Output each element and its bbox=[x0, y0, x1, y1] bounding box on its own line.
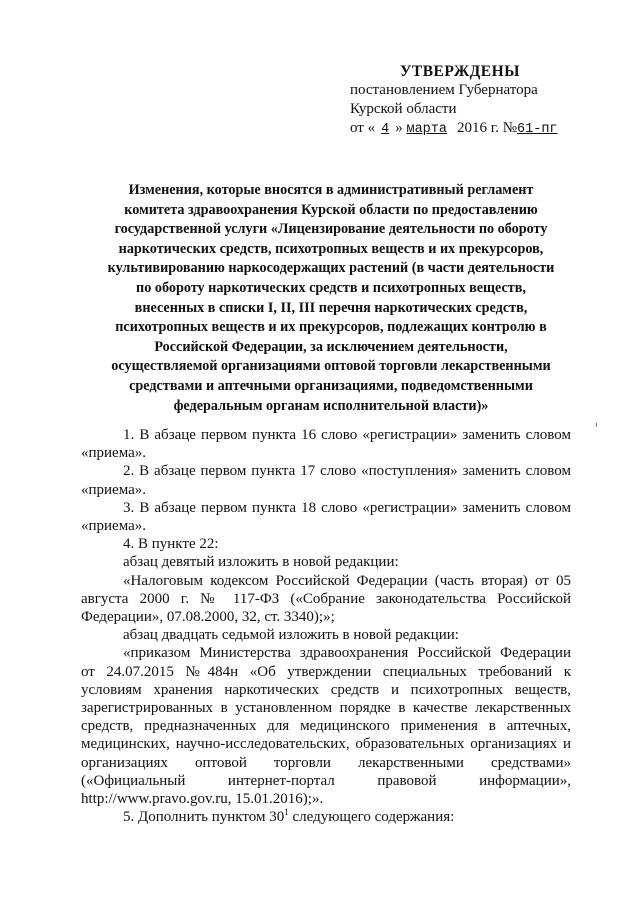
paragraph-item-1: 1. В абзаце первом пункта 16 слово «регистрации» заменить словом «приема». bbox=[81, 427, 571, 462]
title-line: Российской Федерации, за исключением деятельности, bbox=[154, 338, 508, 355]
paragraph-item-2: 2. В абзаце первом пункта 17 слово «поступления» заменить словом «приема». bbox=[81, 463, 571, 498]
title-line: осуществляемой организациями оптовой торговли лекарственными bbox=[111, 358, 551, 375]
approval-line-governor: постановлением Губернатора bbox=[350, 82, 538, 98]
title-line: психотропных веществ и их прекурсоров, подлежащих контролю в bbox=[115, 319, 547, 336]
approval-line-region: Курской области bbox=[350, 101, 457, 117]
quote-line: («Официальный интернет-портал правовой информации», bbox=[81, 772, 571, 789]
title-line: внесенных в списки I, II, III перечня наркотических средств, bbox=[134, 299, 528, 316]
quote-line-last: http://www.pravo.gov.ru, 15.01.2016);». bbox=[81, 791, 324, 808]
approval-heading: УТВЕРЖДЕНЫ bbox=[400, 63, 520, 80]
paragraph-amendment-27: абзац двадцать седьмой изложить в новой редакции: bbox=[123, 627, 459, 644]
date-day: 4 bbox=[381, 122, 390, 137]
quote-line: от 24.07.2015 №484н «Об утверждении специальных требований к bbox=[81, 663, 571, 680]
document-title bbox=[96, 181, 566, 416]
paragraph-order-quote bbox=[81, 644, 571, 808]
title-line: средствами и аптечными организациями, подведомственными bbox=[129, 377, 533, 394]
quote-line: медицинских, научно-исследовательских, образовательных организациях и bbox=[81, 736, 571, 753]
paragraph-amendment-9: абзац девятый изложить в новой редакции: bbox=[123, 554, 399, 571]
approval-date-line bbox=[350, 120, 558, 137]
date-month: марта bbox=[406, 122, 447, 137]
title-line: федеральным органам исполнительной власти)» bbox=[173, 397, 489, 414]
title-line: комитета здравоохранения Курской области по предоставлению bbox=[124, 201, 538, 218]
paragraph-item-4: 4. В пункте 22: bbox=[123, 536, 219, 553]
quote-line: условиям хранения наркотических средств и психотропных веществ, bbox=[81, 681, 571, 698]
date-mid: » bbox=[395, 120, 407, 136]
paragraph-item-5 bbox=[81, 808, 571, 826]
scan-speck bbox=[596, 423, 597, 427]
approval-stamp bbox=[0, 0, 640, 150]
quote-line: «приказом Министерства здравоохранения Российской Федерации bbox=[123, 645, 571, 662]
item-5-superscript: 1 bbox=[284, 807, 289, 818]
title-line: культивированию наркосодержащих растений (в части деятельности bbox=[107, 260, 555, 277]
title-line: по обороту наркотических средств и психотропных веществ, bbox=[136, 279, 526, 296]
title-line: государственной услуги «Лицензирование деятельности по обороту bbox=[114, 221, 548, 238]
document-body bbox=[81, 426, 571, 826]
quote-line: зарегистрированных в установленном порядке в качестве лекарственных bbox=[81, 700, 571, 717]
item-5-text: 5. Дополнить пунктом 30 bbox=[123, 809, 285, 826]
title-line: Изменения, которые вносятся в административный регламент bbox=[128, 182, 534, 198]
decree-number: 61-пг bbox=[517, 122, 558, 137]
date-prefix: от « bbox=[350, 120, 376, 136]
item-5-text-end: следующего содержания: bbox=[288, 809, 455, 826]
quote-line: средств, предназначенных для медицинского применения в аптечных, bbox=[81, 718, 571, 735]
number-prefix: № bbox=[502, 120, 518, 136]
date-year: 2016 г. bbox=[456, 120, 499, 136]
paragraph-tax-code-quote: «Налоговым кодексом Российской Федерации (часть вторая) от 05 августа 2000 г. № 117-ФЗ («Собрание законодательства Российской Федерации», 07.08.2000, 32, ст. 3340);»; bbox=[81, 572, 571, 626]
quote-line: организациях оптовой торговли лекарственными средствами» bbox=[81, 754, 571, 771]
paragraph-item-3: 3. В абзаце первом пункта 18 слово «регистрации» заменить словом «приема». bbox=[81, 499, 571, 535]
title-line: наркотических средств, психотропных веществ и их прекурсоров, bbox=[118, 240, 544, 257]
